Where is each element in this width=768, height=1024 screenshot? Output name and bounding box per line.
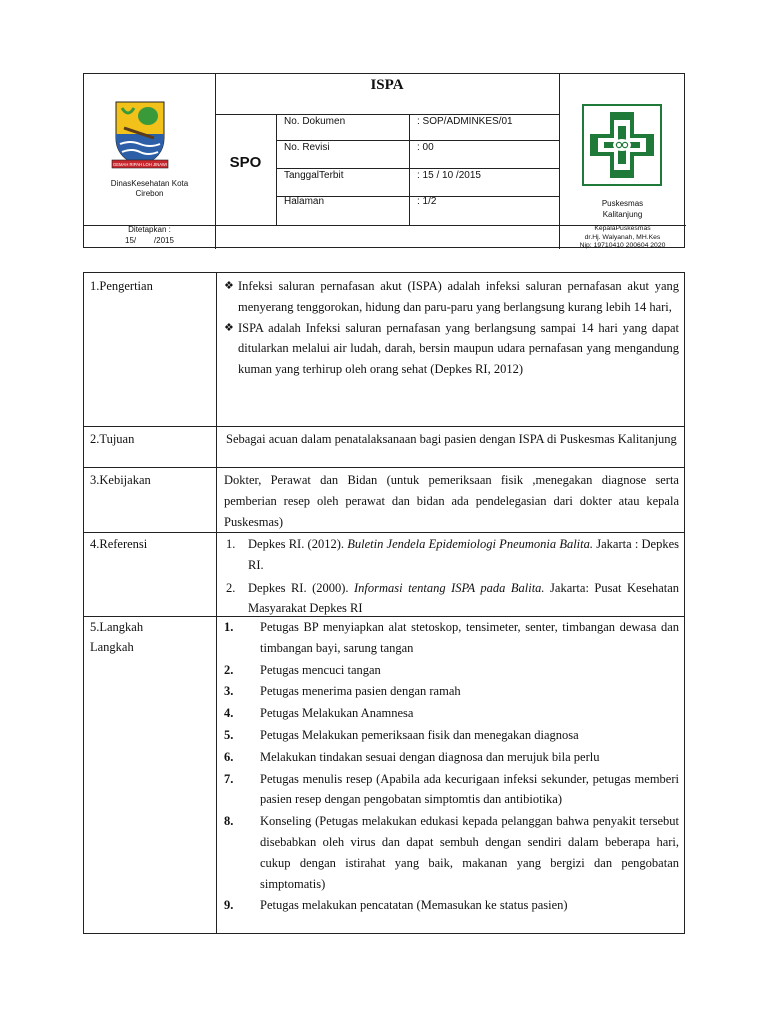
kebijakan-content: Dokter, Perawat dan Bidan (untuk pemeriksaan fisik ,menegakan diagnose serta pemberian resep oleh perawat dan bidan ada pendelegasian dari dokter atau kepala Puskesmas) xyxy=(224,473,679,529)
step-number: 2. xyxy=(224,662,234,677)
org-name-line1: DinasKesehatan Kota xyxy=(110,179,189,188)
issue-date-value: : 15 / 10 /2015 xyxy=(417,170,481,181)
page-label: Halaman xyxy=(284,196,325,207)
section-label-langkah-line2: Langkah xyxy=(90,640,134,654)
reference-author: Depkes RI. (2012). xyxy=(248,537,344,551)
document-title: ISPA xyxy=(370,77,404,93)
step-number: 4. xyxy=(224,706,234,721)
doc-number-value: : SOP/ADMINKES/01 xyxy=(417,116,513,127)
crest-banner-text: GEMAH RIPAH LOH JINAWI xyxy=(113,162,167,167)
reference-number: 2. xyxy=(226,580,236,595)
kepala-title: KepalaPuskesmas xyxy=(594,225,651,232)
reference-author: Depkes RI. (2000). xyxy=(248,580,349,595)
sop-header-table xyxy=(83,73,685,248)
procedure-step xyxy=(218,725,679,746)
reference-title: Buletin Jendela Epidemiologi Pneumonia Balita. xyxy=(347,537,594,551)
step-text: Petugas Melakukan Anamnesa xyxy=(260,706,414,721)
pengertian-bullet-text: Infeksi saluran pernafasan akut (ISPA) adalah infeksi saluran pernafasan akut yang menyerang tenggorokan, hidung dan paru-paru yang berlangsung kurang lebih 14 hari, xyxy=(238,279,679,314)
pengertian-bullet-text: ISPA adalah Infeksi saluran pernafasan yang berlangsung sampai 14 hari yang dapat ditularkan melalui air ludah, darah, bersin maupun udara pernafasan yang mengandung kuman yang terhirup oleh orang sehat (Depkes RI, 2012) xyxy=(238,320,679,377)
page-value: : 1/2 xyxy=(417,196,437,207)
step-text: Petugas BP menyiapkan alat stetoskop, tensimeter, senter, timbangan dewasa dan timbangan bayi, sarung tangan xyxy=(260,620,679,655)
pengertian-bullet xyxy=(224,318,679,380)
reference-item xyxy=(226,534,679,576)
procedure-step xyxy=(218,769,679,811)
procedure-step xyxy=(218,617,679,659)
org-name-line2: Cirebon xyxy=(135,189,164,198)
ditetapkan-label: Ditetapkan : xyxy=(128,225,171,234)
step-number: 7. xyxy=(224,771,234,786)
step-text: Petugas menerima pasien dengan ramah xyxy=(260,684,461,699)
spo-label: SPO xyxy=(229,154,262,171)
diamond-bullet-icon: ❖ xyxy=(224,280,234,292)
step-number: 5. xyxy=(224,727,234,742)
step-number: 9. xyxy=(224,898,234,913)
section-label-kebijakan: 3.Kebijakan xyxy=(90,473,151,487)
procedure-step xyxy=(218,747,679,768)
step-number: 3. xyxy=(224,684,234,699)
issue-date-label: TanggalTerbit xyxy=(284,170,344,181)
reference-publisher: Jakarta: Pusat Kesehatan Masyarakat Depkes RI xyxy=(248,580,680,616)
section-label-tujuan: 2.Tujuan xyxy=(90,432,135,446)
revision-label: No. Revisi xyxy=(284,142,330,153)
langkah-content xyxy=(218,617,679,916)
kepala-nip: Nip: 19710410 200604 2020 xyxy=(579,242,666,249)
procedure-step xyxy=(218,703,679,724)
ditetapkan-date: 15/ /2015 xyxy=(125,236,174,245)
reference-publisher: Jakarta : Depkes RI. xyxy=(248,537,680,572)
reference-item xyxy=(226,578,679,620)
section-label-referensi: 4.Referensi xyxy=(90,537,148,551)
referensi-content xyxy=(224,534,679,619)
pengertian-bullet xyxy=(224,276,679,318)
puskesmas-name-line1: Puskesmas xyxy=(601,199,644,208)
step-number: 8. xyxy=(224,814,234,829)
reference-number: 1. xyxy=(226,537,236,551)
section-label-langkah-line1: 5.Langkah xyxy=(90,620,144,634)
step-number: 6. xyxy=(224,749,234,764)
sop-content-table xyxy=(83,272,685,934)
puskesmas-name-line2: Kalitanjung xyxy=(602,210,643,219)
step-text: Petugas melakukan pencatatan (Memasukan ke status pasien) xyxy=(260,898,568,913)
tujuan-content: Sebagai acuan dalam penatalaksanaan bagi pasien dengan ISPA di Puskesmas Kalitanjung xyxy=(226,432,677,446)
revision-value: : 00 xyxy=(417,142,434,153)
diamond-bullet-icon: ❖ xyxy=(224,321,234,334)
step-text: Petugas mencuci tangan xyxy=(260,662,381,677)
step-text: Petugas Melakukan pemeriksaan fisik dan menegakan diagnosa xyxy=(260,727,579,742)
step-text: Konseling (Petugas melakukan edukasi kepada pelanggan bahwa penyakit tersebut disebabkan oleh virus dan dapat sembuh dengan sendiri dalam beberapa hari, cukup dengan istirahat yang baik, makanan yang bergizi dan pengobatan simptomatis) xyxy=(260,814,679,891)
reference-title: Informasi tentang ISPA pada Balita. xyxy=(354,580,545,595)
procedure-step xyxy=(218,660,679,681)
doc-number-label: No. Dokumen xyxy=(284,116,346,127)
step-text: Melakukan tindakan sesuai dengan diagnosa dan merujuk bila perlu xyxy=(260,749,600,764)
puskesmas-logo xyxy=(582,104,662,186)
procedure-step xyxy=(218,895,679,916)
cirebon-crest-logo xyxy=(110,98,170,170)
pengertian-content xyxy=(224,276,679,380)
procedure-step xyxy=(218,681,679,702)
step-number: 1. xyxy=(224,620,234,634)
step-text: Petugas menulis resep (Apabila ada kecurigaan infeksi sekunder, petugas memberi pasien resep dengan pengobatan simptomtis dan antibiotika) xyxy=(260,771,679,807)
section-label-pengertian: 1.Pengertian xyxy=(90,279,153,293)
kepala-name: dr.Hj. Walyanah, MH.Kes xyxy=(584,234,661,241)
procedure-step xyxy=(218,811,679,894)
